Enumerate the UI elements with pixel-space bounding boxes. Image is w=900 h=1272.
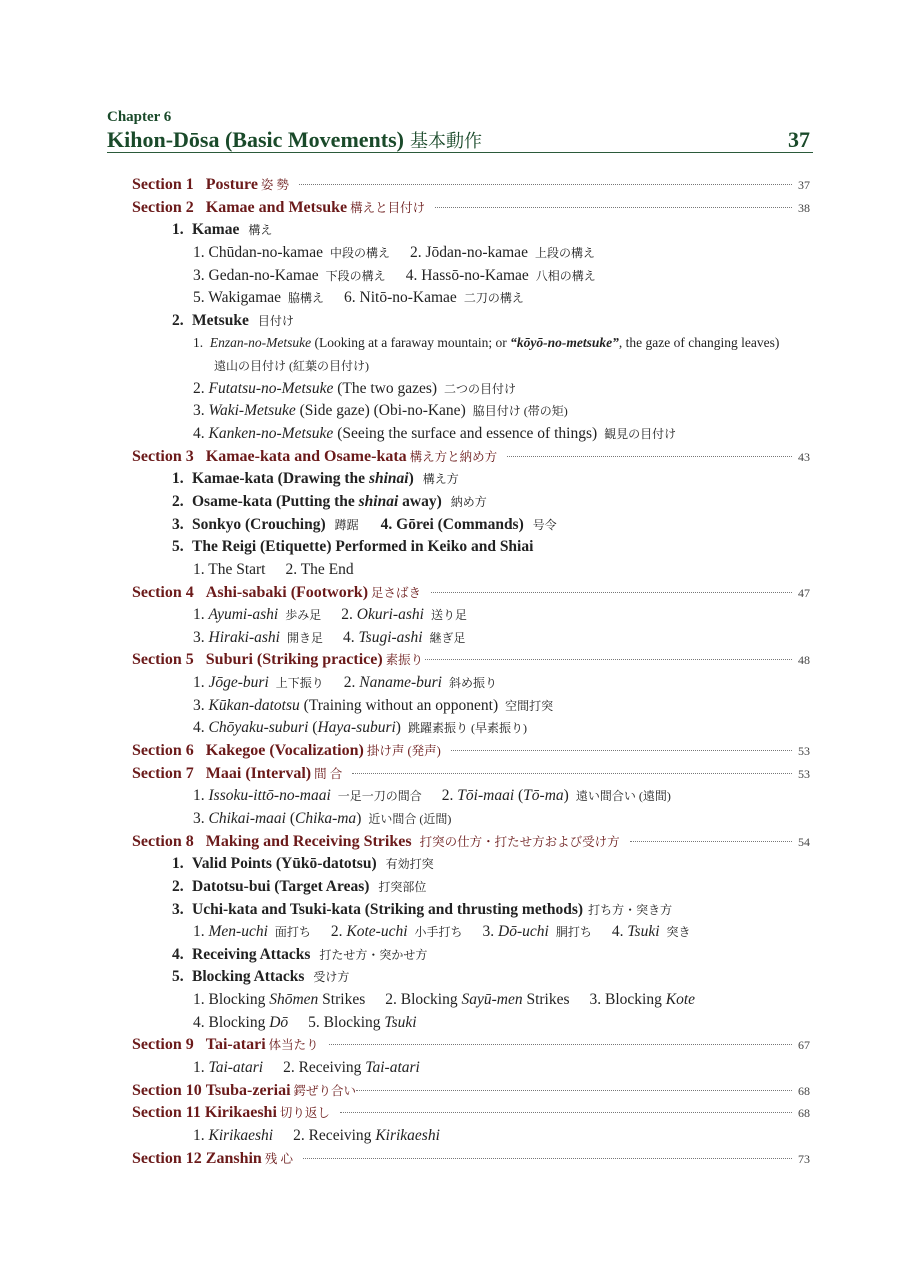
sub-jp: 一足一刀の間合 xyxy=(337,789,422,804)
section-title-jp: 鍔ぜり合い xyxy=(293,1083,357,1098)
toc-subitems-uchi xyxy=(193,921,900,944)
toc-section-4[interactable] xyxy=(132,582,810,605)
chapter-title-text: Kihon-Dōsa (Basic Movements) xyxy=(107,127,404,152)
toc-subitem-futatsu xyxy=(193,378,900,401)
sub-jp: 面打ち xyxy=(274,925,311,940)
toc-subitems-footwork-1 xyxy=(193,604,900,627)
sub-number: 3. xyxy=(193,809,205,827)
sub-title: 3. Blocking xyxy=(589,991,662,1009)
section-title: Maai (Interval) xyxy=(205,764,312,782)
toc-subitem-enzan xyxy=(193,332,900,355)
sub-term: Enzan-no-Metsuke xyxy=(209,335,312,351)
toc-item-blocking xyxy=(172,966,900,989)
section-title: Kamae and Metsuke xyxy=(205,198,348,216)
sub-title: Wakigamae xyxy=(208,289,282,307)
sub-number: 5. xyxy=(193,289,205,307)
section-page: 53 xyxy=(798,744,810,759)
toc-item-metsuke xyxy=(172,310,900,333)
toc-subitem-kanken xyxy=(193,423,900,446)
sub-number: 3. xyxy=(193,266,205,284)
sub-jp: 脇目付け (帯の矩) xyxy=(472,404,568,419)
sub-term: Kote-uchi xyxy=(346,923,408,941)
sub-number: 4. xyxy=(611,923,624,941)
item-title: Datotsu-bui (Target Areas) xyxy=(192,877,370,895)
section-title-jp: 素振り xyxy=(385,653,424,668)
sub-term: Dō-uchi xyxy=(498,923,549,941)
section-page: 48 xyxy=(798,653,810,668)
sub-term: Waki-Metsuke xyxy=(208,402,296,420)
toc-item-uchi-kata xyxy=(172,899,900,922)
sub-number: 2. xyxy=(193,379,205,397)
sub-number: 4. xyxy=(405,266,418,284)
item-title: ) xyxy=(408,470,414,488)
section-title-jp: 打突の仕方・打たせ方および受け方 xyxy=(419,834,620,849)
toc-section-12[interactable] xyxy=(132,1148,810,1171)
section-page: 54 xyxy=(798,834,810,849)
sub-jp: 開き足 xyxy=(286,630,323,645)
sub-number: 4. xyxy=(193,425,205,443)
sub-title: Gedan-no-Kamae xyxy=(208,266,319,284)
sub-desc: , the gaze of changing leaves) xyxy=(618,335,780,351)
sub-jp: 近い間合 (近間) xyxy=(368,811,452,826)
toc-section-6[interactable] xyxy=(132,740,810,763)
sub-term: Chōyaku-suburi xyxy=(208,719,309,737)
sub-number: 4. xyxy=(342,628,355,646)
sub-number: 3. xyxy=(193,402,205,420)
section-label: Section 10 xyxy=(132,1081,202,1099)
item-number: 1. xyxy=(172,221,184,239)
toc-item-osame-kata xyxy=(172,491,900,514)
sub-term: Tai-atari xyxy=(208,1058,264,1076)
sub-title: 2. Blocking xyxy=(385,991,458,1009)
dot-leader xyxy=(303,1158,792,1159)
toc-item-sonkyo-gorei xyxy=(172,514,900,537)
toc-subitems-blocking-2 xyxy=(193,1012,900,1035)
item-title: Valid Points (Yūkō-datotsu) xyxy=(192,855,377,873)
item-title: Blocking Attacks xyxy=(192,968,305,986)
section-title: Tai-atari xyxy=(205,1036,266,1054)
sub-jp: 上下振り xyxy=(275,676,324,691)
dot-leader xyxy=(352,773,792,774)
sub-term: Chika-ma xyxy=(295,809,357,827)
sub-jp: 上段の構え xyxy=(534,245,595,260)
item-term: shinai xyxy=(368,470,409,488)
section-title: Making and Receiving Strikes xyxy=(205,832,412,850)
toc-subitem-enzan-jp xyxy=(214,355,900,378)
toc-item-reigi xyxy=(172,536,900,559)
section-page: 53 xyxy=(798,766,810,781)
sub-jp: 脇構え xyxy=(288,291,325,306)
sub-term: Tsugi-ashi xyxy=(358,628,423,646)
section-title: Tsuba-zeriai xyxy=(205,1081,291,1099)
item-title: Metsuke xyxy=(192,311,249,329)
item-jp: 構え方 xyxy=(422,472,459,487)
chapter-title xyxy=(107,127,482,153)
toc-subitems-suburi-1 xyxy=(193,672,900,695)
sub-term: Sayū-men xyxy=(461,991,523,1009)
sub-jp: 歩み足 xyxy=(285,608,322,623)
item-number: 4. xyxy=(380,515,393,533)
sub-number: 2. xyxy=(341,606,353,624)
sub-jp: 遠い間合い (遠間) xyxy=(575,789,671,804)
sub-term: Tōi-maai xyxy=(457,787,515,805)
sub-title: Strikes xyxy=(526,991,570,1009)
sub-number: 1. xyxy=(193,606,205,624)
sub-title: Chūdan-no-kamae xyxy=(208,243,323,261)
section-title: Ashi-sabaki (Footwork) xyxy=(205,583,369,601)
sub-title: 5. Blocking xyxy=(308,1013,381,1031)
sub-title: 2. Receiving xyxy=(293,1126,372,1144)
section-label: Section 1 xyxy=(132,176,194,193)
sub-title: 2. The End xyxy=(285,560,354,578)
dot-leader xyxy=(431,592,792,593)
toc-subitems-footwork-2 xyxy=(193,627,900,650)
sub-jp: 観見の目付け xyxy=(604,427,677,442)
item-jp: 蹲踞 xyxy=(334,517,359,532)
sub-jp: 斜め振り xyxy=(448,676,497,691)
sub-desc: ( xyxy=(518,787,524,805)
sub-term: Issoku-ittō-no-maai xyxy=(208,787,331,805)
sub-term: Futatsu-no-Metsuke xyxy=(208,379,334,397)
sub-desc: (Looking at a faraway mountain; or xyxy=(314,335,507,351)
sub-term: Hiraki-ashi xyxy=(208,628,280,646)
sub-desc: (Side gaze) (Obi-no-Kane) xyxy=(299,402,466,420)
sub-title: 4. Blocking xyxy=(193,1013,266,1031)
sub-title: 1. Blocking xyxy=(193,991,266,1009)
dot-leader xyxy=(356,1090,792,1091)
sub-term: Okuri-ashi xyxy=(356,606,424,624)
sub-term: Tsuki xyxy=(627,923,660,941)
sub-jp: 胴打ち xyxy=(555,925,592,940)
toc-subitem-choyaku xyxy=(193,717,900,740)
item-title: Uchi-kata and Tsuki-kata xyxy=(192,900,361,918)
item-number: 2. xyxy=(172,492,184,510)
section-title-jp: 足さばき xyxy=(371,585,422,600)
item-number: 3. xyxy=(172,900,184,918)
item-title: Sonkyo (Crouching) xyxy=(192,515,326,533)
item-number: 1. xyxy=(172,470,184,488)
toc-subitems-maai-1 xyxy=(193,785,900,808)
item-title: The Reigi (Etiquette) Performed in Keiko and Shiai xyxy=(192,538,534,556)
dot-leader xyxy=(299,184,792,185)
sub-term: Shōmen xyxy=(269,991,319,1009)
item-title: Gōrei (Commands) xyxy=(396,515,524,533)
toc-subitems-kamae-2 xyxy=(193,265,900,288)
section-label: Section 8 xyxy=(132,832,194,850)
toc-section-1[interactable] xyxy=(132,174,810,197)
sub-term: Kūkan-datotsu xyxy=(208,696,300,714)
toc-subitems-kamae-3 xyxy=(193,287,900,310)
section-title-jp: 構え方と納め方 xyxy=(409,449,498,464)
section-page: 73 xyxy=(798,1151,810,1166)
section-page: 68 xyxy=(798,1106,810,1121)
dot-leader xyxy=(329,1044,792,1045)
sub-desc: ) xyxy=(356,809,362,827)
sub-jp: 下段の構え xyxy=(325,268,386,283)
sub-jp: 二つの目付け xyxy=(444,381,517,396)
item-jp: 目付け xyxy=(257,313,294,328)
section-title-jp: 構えと目付け xyxy=(350,200,426,215)
item-jp: 納め方 xyxy=(450,494,487,509)
toc-subitems-kamae-1 xyxy=(193,242,900,265)
item-jp: 打突部位 xyxy=(378,879,427,894)
section-page: 47 xyxy=(798,585,810,600)
item-title: Kamae-kata (Drawing the xyxy=(192,470,366,488)
toc-item-kamae xyxy=(172,219,900,242)
toc-subitem-kukan xyxy=(193,695,900,718)
item-jp: 構え xyxy=(248,223,273,238)
dot-leader xyxy=(630,841,792,842)
sub-term: Haya-suburi xyxy=(317,719,396,737)
chapter-divider xyxy=(107,152,813,153)
item-number: 1. xyxy=(172,855,184,873)
dot-leader xyxy=(425,659,792,660)
section-label: Section 2 xyxy=(132,198,194,216)
section-label: Section 7 xyxy=(132,764,194,782)
section-page: 37 xyxy=(798,178,810,192)
sub-term: Kanken-no-Metsuke xyxy=(208,425,334,443)
section-label: Section 9 xyxy=(132,1036,194,1054)
sub-term: Tō-ma xyxy=(523,787,564,805)
section-title: Posture xyxy=(205,176,258,193)
dot-leader xyxy=(507,456,792,457)
item-number: 3. xyxy=(172,515,184,533)
sub-jp: 小手打ち xyxy=(414,925,463,940)
item-title: (Striking and thrusting methods) xyxy=(364,900,584,918)
toc-subitems-kirikaeshi xyxy=(193,1125,900,1148)
sub-title: Nitō-no-Kamae xyxy=(359,289,457,307)
toc-subitems-tai-atari xyxy=(193,1057,900,1080)
sub-jp: 二刀の構え xyxy=(463,291,524,306)
item-number: 4. xyxy=(172,945,184,963)
sub-jp: 遠山の目付け (紅葉の目付け) xyxy=(214,359,369,374)
sub-number: 2. xyxy=(343,674,356,692)
sub-jp: 継ぎ足 xyxy=(429,630,466,645)
sub-term: Tsuki xyxy=(384,1013,417,1031)
sub-title: 2. Receiving xyxy=(283,1058,362,1076)
toc-item-valid-points xyxy=(172,853,900,876)
toc-section-3[interactable] xyxy=(132,446,810,469)
section-title: Suburi (Striking practice) xyxy=(205,651,383,669)
toc-section-5[interactable] xyxy=(132,649,810,672)
item-title: Receiving Attacks xyxy=(192,945,311,963)
toc-section-8[interactable] xyxy=(132,831,810,854)
section-title-jp: 残 心 xyxy=(264,1151,293,1166)
sub-number: 3. xyxy=(193,628,205,646)
section-title-jp: 間 合 xyxy=(314,766,343,781)
section-page: 67 xyxy=(798,1038,810,1053)
item-jp: 打たせ方・突かせ方 xyxy=(319,947,428,962)
section-label: Section 5 xyxy=(132,651,194,669)
item-jp: 受け方 xyxy=(313,970,350,985)
toc-subitems-blocking-1 xyxy=(193,989,900,1012)
sub-term: Kote xyxy=(665,991,696,1009)
sub-number: 1. xyxy=(193,674,205,692)
sub-term: Men-uchi xyxy=(208,923,268,941)
sub-term: Naname-buri xyxy=(359,674,442,692)
sub-number: 1. xyxy=(193,243,205,261)
sub-term: Kirikaeshi xyxy=(208,1126,274,1144)
sub-title: Hassō-no-Kamae xyxy=(421,266,529,284)
sub-term: Dō xyxy=(269,1013,289,1031)
item-number: 5. xyxy=(172,538,184,556)
sub-term: “kōyō-no-metsuke” xyxy=(510,335,619,351)
toc-item-receiving xyxy=(172,944,900,967)
sub-jp: 空間打突 xyxy=(505,698,554,713)
section-title-jp: 切り返し xyxy=(279,1106,330,1121)
toc-subitem-waki xyxy=(193,400,900,423)
sub-number: 2. xyxy=(441,787,454,805)
section-page: 43 xyxy=(798,449,810,464)
toc-section-11[interactable] xyxy=(132,1102,810,1125)
sub-title: 1. The Start xyxy=(193,560,266,578)
sub-number: 1. xyxy=(193,923,205,941)
section-page: 38 xyxy=(798,200,810,215)
item-term: shinai xyxy=(358,492,399,510)
toc-item-kamae-kata xyxy=(172,468,900,491)
section-label: Section 3 xyxy=(132,447,194,465)
sub-term: Kirikaeshi xyxy=(375,1126,440,1144)
sub-desc: ) xyxy=(395,719,401,737)
item-number: 5. xyxy=(172,968,184,986)
sub-term: Chikai-maai xyxy=(208,809,286,827)
item-jp: 打ち方・突き方 xyxy=(588,902,673,917)
table-of-contents xyxy=(0,174,900,1170)
section-label: Section 12 xyxy=(132,1149,202,1167)
chapter-label: Chapter 6 xyxy=(107,109,172,125)
sub-number: 2. xyxy=(330,923,343,941)
section-title: Zanshin xyxy=(205,1149,262,1167)
toc-section-2[interactable] xyxy=(132,197,810,220)
sub-number: 3. xyxy=(482,923,495,941)
item-title: Osame-kata (Putting the xyxy=(192,492,355,510)
section-title-jp: 体当たり xyxy=(268,1038,319,1053)
dot-leader xyxy=(435,207,792,208)
sub-jp: 突き xyxy=(666,925,691,940)
item-number: 2. xyxy=(172,311,184,329)
sub-title: Jōdan-no-kamae xyxy=(425,243,528,261)
section-title: Kakegoe (Vocalization) xyxy=(205,742,364,760)
sub-number: 6. xyxy=(344,289,356,307)
sub-desc: ( xyxy=(312,719,318,737)
sub-jp: 八相の構え xyxy=(535,268,596,283)
toc-subitem-chikai xyxy=(193,808,900,831)
dot-leader xyxy=(340,1112,792,1113)
item-title: away) xyxy=(402,492,442,510)
section-label: Section 11 xyxy=(132,1104,201,1122)
dot-leader xyxy=(451,750,792,751)
sub-number: 1. xyxy=(193,787,205,805)
section-label: Section 6 xyxy=(132,742,194,760)
toc-section-9[interactable] xyxy=(132,1034,810,1057)
sub-jp: 跳躍素振り (早素振り) xyxy=(407,721,527,736)
sub-number: 1. xyxy=(193,1126,205,1144)
sub-jp: 中段の構え xyxy=(330,245,391,260)
section-title: Kirikaeshi xyxy=(204,1104,277,1122)
sub-number: 1. xyxy=(193,335,204,351)
sub-desc: ( xyxy=(289,809,296,827)
sub-desc: ) xyxy=(563,787,569,805)
chapter-title-jp: 基本動作 xyxy=(409,131,482,151)
sub-term: Jōge-buri xyxy=(208,674,269,692)
toc-subitems-reigi xyxy=(193,559,900,582)
section-page: 68 xyxy=(798,1083,810,1098)
section-title: Kamae-kata and Osame-kata xyxy=(205,447,407,465)
sub-desc: (The two gazes) xyxy=(337,379,438,397)
toc-item-datotsu-bui xyxy=(172,876,900,899)
section-title-jp: 掛け声 (発声) xyxy=(366,744,441,759)
item-jp: 有効打突 xyxy=(385,857,434,872)
section-title-jp: 姿 勢 xyxy=(260,178,290,192)
sub-term: Ayumi-ashi xyxy=(208,606,279,624)
item-jp: 号令 xyxy=(532,517,557,532)
sub-jp: 送り足 xyxy=(430,608,467,623)
sub-number: 3. xyxy=(193,696,205,714)
toc-section-10[interactable] xyxy=(132,1080,810,1103)
toc-section-7[interactable] xyxy=(132,763,810,786)
item-number: 2. xyxy=(172,877,184,895)
sub-term: Tai-atari xyxy=(365,1058,420,1076)
sub-number: 4. xyxy=(193,719,205,737)
sub-desc: (Training without an opponent) xyxy=(303,696,499,714)
section-label: Section 4 xyxy=(132,583,194,601)
sub-number: 2. xyxy=(410,243,422,261)
sub-desc: (Seeing the surface and essence of things) xyxy=(337,425,598,443)
chapter-page-number: 37 xyxy=(788,127,810,152)
sub-number: 1. xyxy=(193,1058,205,1076)
item-title: Kamae xyxy=(192,221,240,239)
sub-title: Strikes xyxy=(322,991,366,1009)
